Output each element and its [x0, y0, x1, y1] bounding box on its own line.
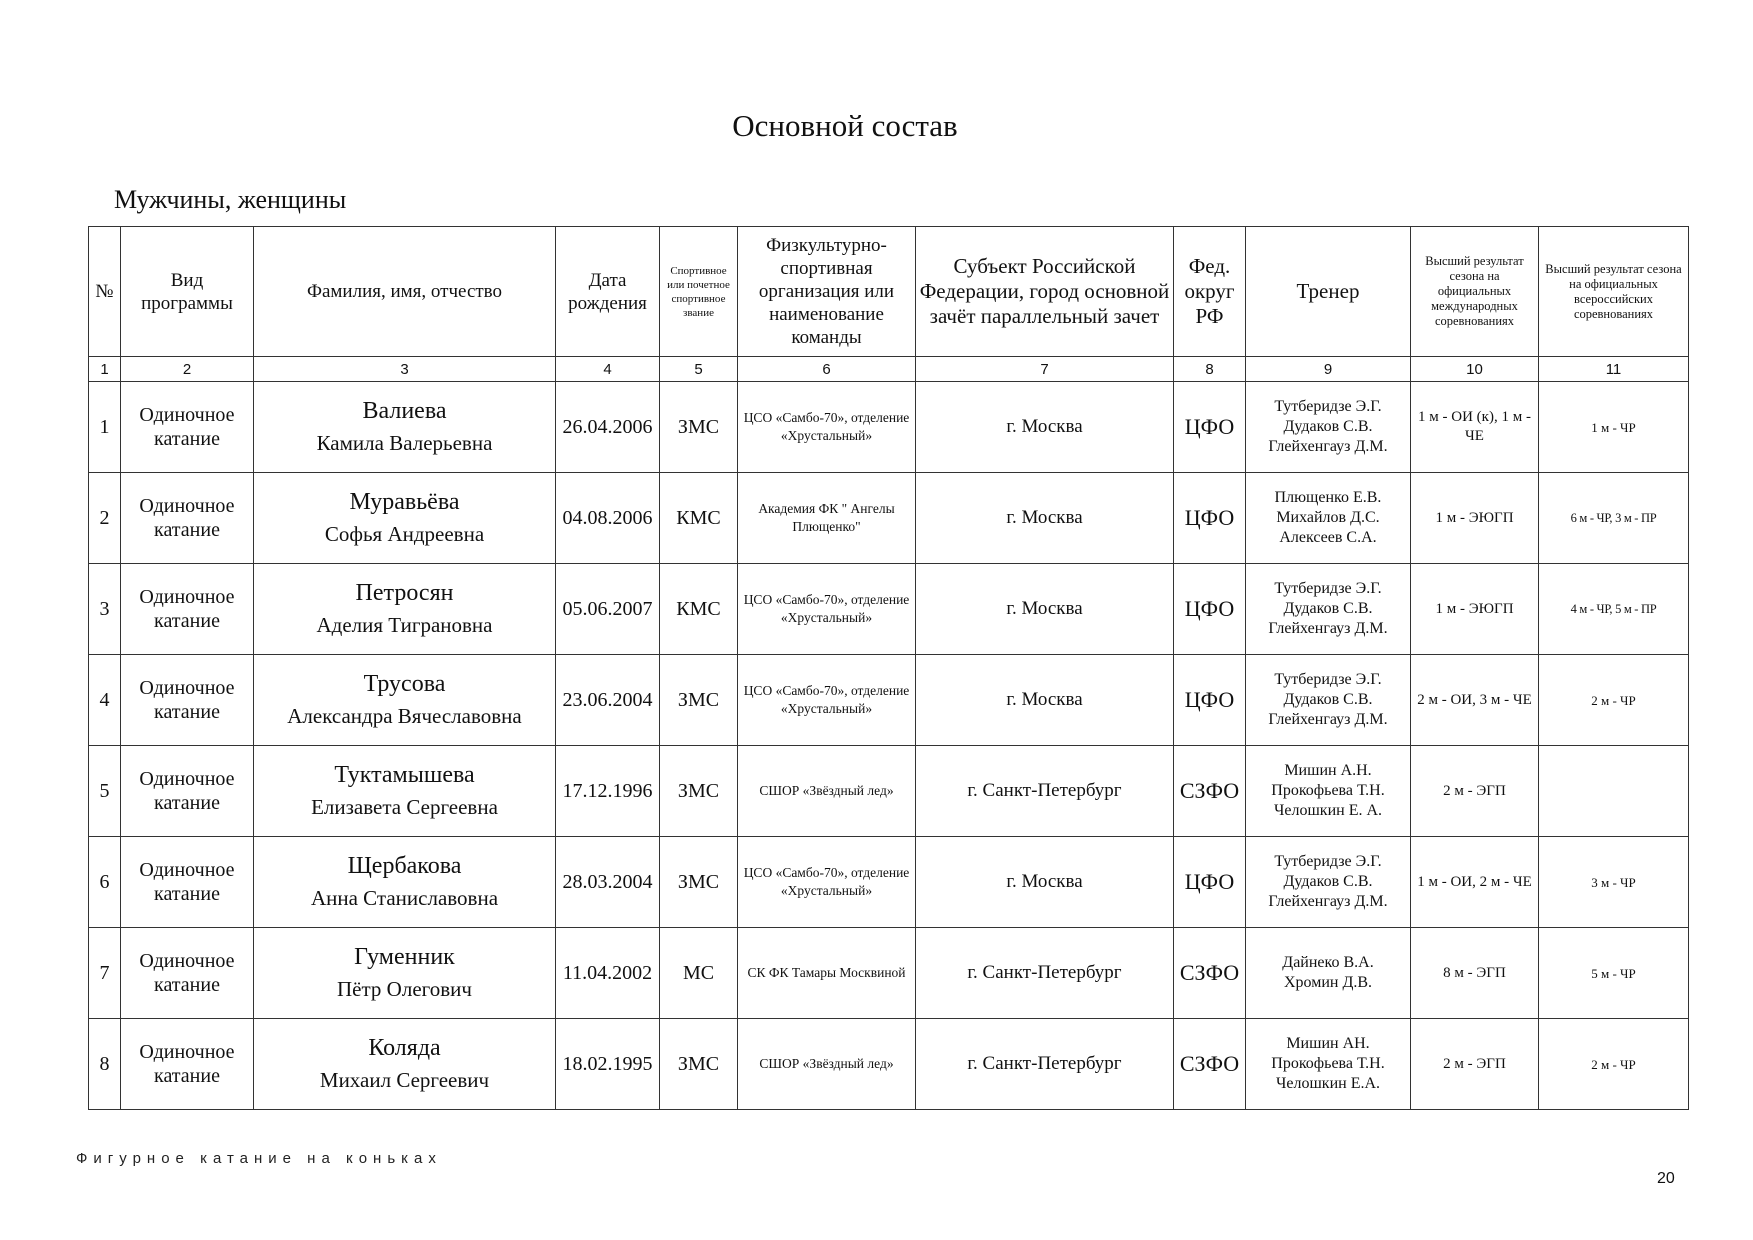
header-sport-title: Спортивное или почетное спортивное звание	[660, 227, 738, 357]
coaches	[1246, 746, 1411, 837]
table-row	[89, 564, 1689, 655]
coach-name: Дайнеко В.А.	[1282, 954, 1374, 971]
region-city: г. Москва	[916, 382, 1174, 473]
header-coach: Тренер	[1246, 227, 1411, 357]
coach-name: Тутберидзе Э.Г.	[1274, 398, 1382, 415]
athlete-given-names: Елизавета Сергеевна	[311, 795, 498, 819]
organization: Академия ФК " Ангелы Плющенко"	[738, 473, 916, 564]
program-type: Одиночное катание	[121, 655, 254, 746]
athlete-name	[254, 1019, 556, 1110]
coach-name: Дудаков С.В.	[1283, 418, 1373, 435]
page-number: 20	[1657, 1170, 1675, 1187]
intl-result: 1 м - ОИ (к), 1 м - ЧЕ	[1411, 382, 1539, 473]
coach-name: Глейхенгауз Д.М.	[1268, 711, 1388, 728]
program-type: Одиночное катание	[121, 1019, 254, 1110]
header-number: №	[89, 227, 121, 357]
intl-result: 1 м - ЭЮГП	[1411, 473, 1539, 564]
birth-date: 17.12.1996	[556, 746, 660, 837]
birth-date: 11.04.2002	[556, 928, 660, 1019]
federal-district: ЦФО	[1174, 382, 1246, 473]
header-organization: Физкультурно-спортивная организация или наименование команды	[738, 227, 916, 357]
athlete-surname: Коляда	[368, 1035, 441, 1061]
column-number: 3	[254, 357, 556, 382]
intl-result: 2 м - ЭГП	[1411, 1019, 1539, 1110]
program-type: Одиночное катание	[121, 837, 254, 928]
header-row	[89, 227, 1689, 357]
header-program: Вид программы	[121, 227, 254, 357]
coach-name: Прокофьева Т.Н.	[1271, 782, 1385, 799]
coaches	[1246, 655, 1411, 746]
national-result: 2 м - ЧР	[1539, 655, 1689, 746]
athlete-surname: Муравьёва	[349, 489, 460, 515]
coach-name: Глейхенгауз Д.М.	[1268, 620, 1388, 637]
column-number: 5	[660, 357, 738, 382]
sport-title: ЗМС	[660, 837, 738, 928]
sport-title: КМС	[660, 564, 738, 655]
coach-name: Алексеев С.А.	[1279, 529, 1377, 546]
athlete-name	[254, 837, 556, 928]
program-type: Одиночное катание	[121, 382, 254, 473]
coach-name: Мишин А.Н.	[1284, 762, 1372, 779]
row-number: 5	[89, 746, 121, 837]
coach-name: Михайлов Д.С.	[1276, 509, 1380, 526]
organization: СШОР «Звёздный лед»	[738, 746, 916, 837]
row-number: 8	[89, 1019, 121, 1110]
coach-name: Мишин АН.	[1286, 1035, 1370, 1052]
row-number: 7	[89, 928, 121, 1019]
table-row	[89, 473, 1689, 564]
column-number: 6	[738, 357, 916, 382]
program-type: Одиночное катание	[121, 928, 254, 1019]
header-full-name: Фамилия, имя, отчество	[254, 227, 556, 357]
national-result: 6 м - ЧР, 3 м - ПР	[1539, 473, 1689, 564]
row-number: 1	[89, 382, 121, 473]
coach-name: Челошкин Е. А.	[1273, 802, 1383, 819]
sport-title: КМС	[660, 473, 738, 564]
program-type: Одиночное катание	[121, 564, 254, 655]
national-result: 1 м - ЧР	[1539, 382, 1689, 473]
athlete-given-names: Михаил Сергеевич	[319, 1068, 490, 1092]
header-federal-district: Фед. округ РФ	[1174, 227, 1246, 357]
row-number: 2	[89, 473, 121, 564]
row-number: 3	[89, 564, 121, 655]
organization: ЦСО «Самбо-70», отделение «Хрустальный»	[738, 837, 916, 928]
federal-district: ЦФО	[1174, 473, 1246, 564]
row-number: 4	[89, 655, 121, 746]
organization: ЦСО «Самбо-70», отделение «Хрустальный»	[738, 382, 916, 473]
region-city: г. Москва	[916, 473, 1174, 564]
athlete-surname: Валиева	[362, 398, 447, 424]
national-result	[1539, 746, 1689, 837]
organization: ЦСО «Самбо-70», отделение «Хрустальный»	[738, 655, 916, 746]
coach-name: Дудаков С.В.	[1283, 691, 1373, 708]
intl-result: 8 м - ЭГП	[1411, 928, 1539, 1019]
coach-name: Дудаков С.В.	[1283, 873, 1373, 890]
athlete-name	[254, 382, 556, 473]
column-number: 4	[556, 357, 660, 382]
header-intl-result: Высший результат сезона на официальных международных соревнованиях	[1411, 227, 1539, 357]
header-national-result: Высший результат сезона на официальных всероссийских соревнованиях	[1539, 227, 1689, 357]
table-row	[89, 746, 1689, 837]
section-subtitle: Мужчины, женщины	[114, 185, 347, 214]
coach-name: Тутберидзе Э.Г.	[1274, 580, 1382, 597]
federal-district: СЗФО	[1174, 746, 1246, 837]
sport-title: ЗМС	[660, 382, 738, 473]
birth-date: 28.03.2004	[556, 837, 660, 928]
table-row	[89, 837, 1689, 928]
coach-name: Тутберидзе Э.Г.	[1274, 671, 1382, 688]
header-region: Субъект Российской Федерации, город основной зачёт параллельный зачет	[916, 227, 1174, 357]
federal-district: СЗФО	[1174, 1019, 1246, 1110]
federal-district: ЦФО	[1174, 655, 1246, 746]
row-number: 6	[89, 837, 121, 928]
program-type: Одиночное катание	[121, 473, 254, 564]
birth-date: 04.08.2006	[556, 473, 660, 564]
column-number: 8	[1174, 357, 1246, 382]
intl-result: 1 м - ОИ, 2 м - ЧЕ	[1411, 837, 1539, 928]
sport-title: ЗМС	[660, 655, 738, 746]
table-row	[89, 928, 1689, 1019]
intl-result: 1 м - ЭЮГП	[1411, 564, 1539, 655]
coach-name: Тутберидзе Э.Г.	[1274, 853, 1382, 870]
organization: СШОР «Звёздный лед»	[738, 1019, 916, 1110]
coaches	[1246, 837, 1411, 928]
region-city: г. Санкт-Петербург	[916, 1019, 1174, 1110]
athlete-name	[254, 928, 556, 1019]
coaches	[1246, 564, 1411, 655]
coach-name: Прокофьева Т.Н.	[1271, 1055, 1385, 1072]
athlete-surname: Петросян	[355, 580, 454, 606]
region-city: г. Санкт-Петербург	[916, 928, 1174, 1019]
column-number: 9	[1246, 357, 1411, 382]
coach-name: Плющенко Е.В.	[1274, 489, 1382, 506]
region-city: г. Москва	[916, 655, 1174, 746]
athlete-name	[254, 473, 556, 564]
organization: СК ФК Тамары Москвиной	[738, 928, 916, 1019]
header-birth-date: Дата рождения	[556, 227, 660, 357]
federal-district: ЦФО	[1174, 837, 1246, 928]
region-city: г. Москва	[916, 564, 1174, 655]
national-result: 2 м - ЧР	[1539, 1019, 1689, 1110]
coaches	[1246, 382, 1411, 473]
coach-name: Глейхенгауз Д.М.	[1268, 438, 1388, 455]
federal-district: СЗФО	[1174, 928, 1246, 1019]
coaches	[1246, 928, 1411, 1019]
coach-name: Челошкин Е.А.	[1275, 1075, 1381, 1092]
athlete-surname: Трусова	[363, 671, 446, 697]
athlete-given-names: Софья Андреевна	[324, 522, 485, 546]
athlete-name	[254, 655, 556, 746]
athlete-surname: Гуменник	[354, 944, 455, 970]
birth-date: 23.06.2004	[556, 655, 660, 746]
federal-district: ЦФО	[1174, 564, 1246, 655]
coach-name: Глейхенгауз Д.М.	[1268, 893, 1388, 910]
coach-name: Дудаков С.В.	[1283, 600, 1373, 617]
column-number: 7	[916, 357, 1174, 382]
athlete-surname: Туктамышева	[334, 762, 475, 788]
sport-title: ЗМС	[660, 1019, 738, 1110]
organization: ЦСО «Самбо-70», отделение «Хрустальный»	[738, 564, 916, 655]
table-row	[89, 655, 1689, 746]
national-result: 3 м - ЧР	[1539, 837, 1689, 928]
coaches	[1246, 1019, 1411, 1110]
athlete-given-names: Аделия Тиграновна	[316, 613, 493, 637]
region-city: г. Москва	[916, 837, 1174, 928]
intl-result: 2 м - ЭГП	[1411, 746, 1539, 837]
coaches	[1246, 473, 1411, 564]
athlete-given-names: Анна Станиславовна	[310, 886, 499, 910]
footer-text: Фигурное катание на коньках	[76, 1150, 442, 1167]
column-number-row	[89, 357, 1689, 382]
athlete-given-names: Пётр Олегович	[337, 977, 472, 1001]
table-row	[89, 382, 1689, 473]
national-result: 4 м - ЧР, 5 м - ПР	[1539, 564, 1689, 655]
birth-date: 18.02.1995	[556, 1019, 660, 1110]
athlete-given-names: Камила Валерьевна	[316, 431, 493, 455]
national-result: 5 м - ЧР	[1539, 928, 1689, 1019]
sport-title: МС	[660, 928, 738, 1019]
coach-name: Хромин Д.В.	[1283, 974, 1373, 991]
birth-date: 26.04.2006	[556, 382, 660, 473]
column-number: 10	[1411, 357, 1539, 382]
athlete-surname: Щербакова	[347, 853, 462, 879]
column-number: 2	[121, 357, 254, 382]
page-title: Основной состав	[732, 108, 958, 143]
roster-table	[88, 226, 1689, 1110]
athlete-given-names: Александра Вячеславовна	[287, 704, 522, 728]
column-number: 11	[1539, 357, 1689, 382]
column-number: 1	[89, 357, 121, 382]
athlete-name	[254, 746, 556, 837]
birth-date: 05.06.2007	[556, 564, 660, 655]
region-city: г. Санкт-Петербург	[916, 746, 1174, 837]
athlete-name	[254, 564, 556, 655]
program-type: Одиночное катание	[121, 746, 254, 837]
table-row	[89, 1019, 1689, 1110]
sport-title: ЗМС	[660, 746, 738, 837]
intl-result: 2 м - ОИ, 3 м - ЧЕ	[1411, 655, 1539, 746]
